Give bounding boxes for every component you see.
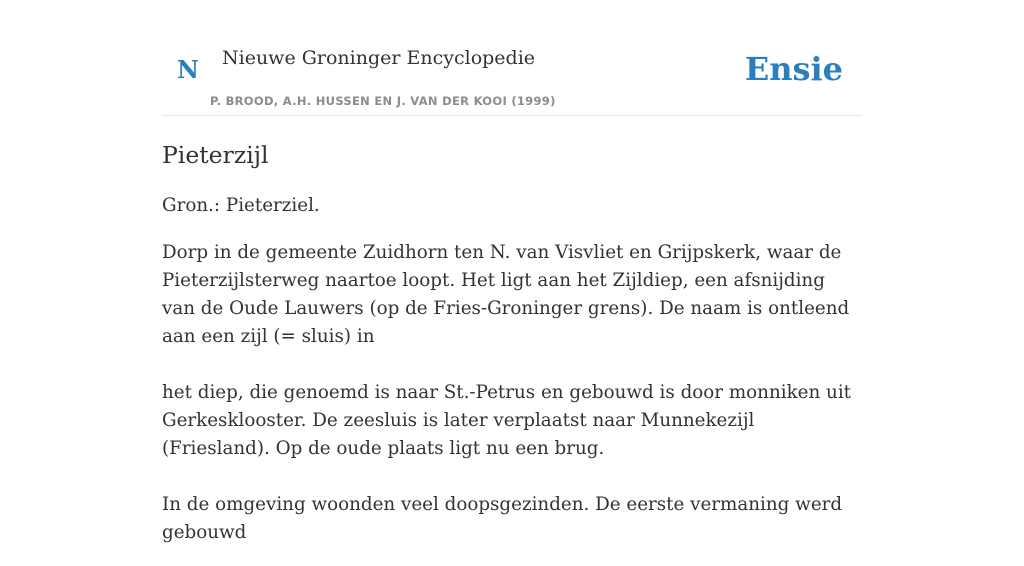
entry-header [162,0,862,116]
book-authors: P. BROOD, A.H. HUSSEN EN J. VAN DER KOOI (1999) [210,94,556,108]
page [162,0,862,543]
entry-paragraph: het diep, die genoemd is naar St.-Petrus en gebouwd is door monniken uit Gerkesklooster. De zeesluis is later verplaatst naar Munnekezijl (Friesland). Op de oude plaats ligt nu een brug. [162,382,852,459]
entry-paragraph: In de omgeving woonden veel doopsgezinden. De eerste vermaning werd gebouwd [162,494,843,543]
site-logo[interactable]: Ensie [744,50,843,88]
book-logo[interactable]: N [177,55,199,84]
entry-paragraph: Gron.: Pieterziel. [162,195,320,216]
entry-title: Pieterzijl [162,141,269,169]
book-title[interactable]: Nieuwe Groninger Encyclopedie [222,47,536,69]
entry-body [162,192,862,566]
entry-paragraph: Dorp in de gemeente Zuidhorn ten N. van Visvliet en Grijpskerk, waar de Pieterzijlsterweg naartoe loopt. Het ligt aan het Zijldiep, een afsnijding van de Oude Lauwers (op de Fries-Groninger grens). De naam is ontleend aan een zijl (= sluis) in [162,242,850,347]
